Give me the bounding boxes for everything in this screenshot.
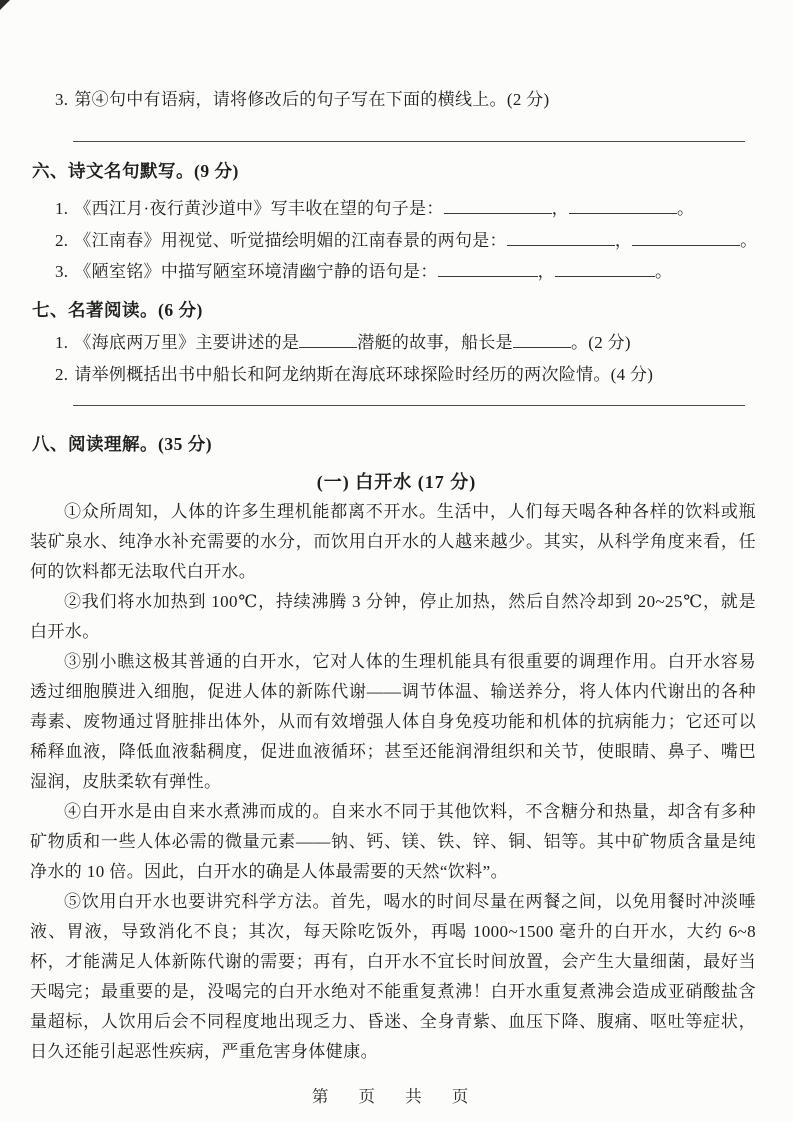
section-8-heading	[32, 431, 212, 456]
item-number: 2.	[55, 231, 69, 250]
item-number: 3.	[55, 262, 69, 281]
section-7-heading	[32, 297, 203, 322]
fill-blank	[513, 333, 571, 348]
item-number: 1.	[55, 333, 69, 352]
scan-corner-artifact	[0, 0, 10, 10]
section-score: (6 分)	[158, 300, 203, 320]
fill-blank	[299, 333, 357, 348]
reading-passage-body	[30, 497, 756, 1067]
item-separator: ，	[551, 199, 569, 218]
fill-blank	[507, 231, 615, 246]
section-6-heading	[32, 158, 239, 183]
section-title: 七、名著阅读。	[32, 300, 158, 320]
item-separator: ，	[614, 231, 633, 250]
section-score: (9 分)	[194, 161, 239, 181]
passage-paragraph-5: ⑤饮用白开水也要讲究科学方法。首先，喝水的时间尽量在两餐之间，以免用餐时冲淡唾液、胃液，导致消化不良；其次，每天除吃饭外，再喝 1000~1500 毫升的白开水，大约 6~8 杯，才能满足人体新陈代谢的需要；再有，白开水不宜长时间放置，会产生大量细菌，最好当天喝完；最重要的是，没喝完的白开水绝对不能重复煮沸！白开水重复煮沸会造成亚硝酸盐含量超标，人饮用后会不同程度地出现乏力、昏迷、全身青紫、血压下降、腹痛、呕吐等症状，日久还能引起恶性疾病，严重危害身体健康。	[30, 892, 756, 1061]
fill-blank	[444, 199, 552, 214]
item-text: 《海底两万里》主要讲述的是	[74, 333, 300, 352]
question-3-sentence-revision	[55, 88, 745, 112]
item-text: 请举例概括出书中船长和阿龙纳斯在海底环球探险时经历的两次险情。	[74, 365, 611, 384]
passage-paragraph-1: ①众所周知，人体的许多生理机能都离不开水。生活中，人们每天喝各种各样的饮料或瓶装矿泉水、纯净水补充需要的水分，而饮用白开水的人越来越少。其实，从科学角度来看，任何的饮料都无法取代白开水。	[30, 502, 756, 581]
section-6-item-1	[55, 197, 745, 221]
item-text: 《西江月·夜行黄沙道中》写丰收在望的句子是：	[74, 199, 444, 218]
fill-blank	[438, 262, 538, 277]
item-score: (4 分)	[610, 365, 654, 384]
passage-paragraph-4: ④白开水是由自来水煮沸而成的。自来水不同于其他饮料，不含糖分和热量，却含有多种矿物质和一些人体必需的微量元素——钠、钙、镁、铁、锌、铜、铝等。其中矿物质含量是纯净水的 10 倍。因此，白开水的确是人体最需要的天然“饮料”。	[30, 802, 756, 881]
section-title: 八、阅读理解。	[32, 434, 158, 454]
fill-blank	[555, 262, 655, 277]
question-number: 3.	[55, 90, 69, 109]
item-end-punct: 。	[676, 199, 695, 218]
item-number: 1.	[55, 199, 69, 218]
item-end-punct: 。	[740, 231, 758, 250]
item-end-punct: 。	[570, 333, 589, 352]
passage-paragraph-3: ③别小瞧这极其普通的白开水，它对人体的生理机能具有很重要的调理作用。白开水容易透过细胞膜进入细胞，促进人体的新陈代谢——调节体温、输送养分，将人体内代谢出的各种毒素、废物通过肾脏排出体外，从而有效增强人体自身免疫功能和机体的抗病能力；它还可以稀释血液，降低血液黏稠度，促进血液循环；甚至还能润滑组织和关节，使眼睛、鼻子、嘴巴湿润，皮肤柔软有弹性。	[30, 652, 756, 791]
answer-writing-line	[73, 141, 745, 142]
item-end-punct: 。	[654, 262, 673, 281]
section-score: (35 分)	[158, 434, 213, 454]
item-text: 《江南春》用视觉、听觉描绘明媚的江南春景的两句是：	[74, 231, 507, 250]
item-text: 《陋室铭》中描写陋室环境清幽宁静的语句是：	[74, 262, 438, 281]
question-score: (2 分)	[506, 90, 550, 109]
section-title: 六、诗文名句默写。	[32, 161, 194, 181]
page-footer: 第 页 共 页	[311, 1087, 482, 1106]
section-6-item-3	[55, 260, 745, 284]
section-7-item-1	[55, 331, 745, 355]
item-text: 潜艇的故事，船长是	[357, 333, 513, 352]
question-text: 第④句中有语病，请将修改后的句子写在下面的横线上。	[74, 90, 507, 109]
item-number: 2.	[55, 365, 69, 384]
answer-writing-line	[73, 405, 745, 406]
item-score: (2 分)	[588, 333, 631, 352]
reading-passage-title: (一) 白开水 (17 分)	[316, 472, 477, 492]
fill-blank	[632, 231, 740, 246]
passage-paragraph-2: ②我们将水加热到 100℃，持续沸腾 3 分钟，停止加热，然后自然冷却到 20~25℃，就是白开水。	[30, 592, 756, 641]
section-7-item-2	[55, 363, 745, 387]
fill-blank	[569, 199, 677, 214]
section-6-item-2	[55, 229, 758, 253]
item-separator: ，	[537, 262, 555, 281]
